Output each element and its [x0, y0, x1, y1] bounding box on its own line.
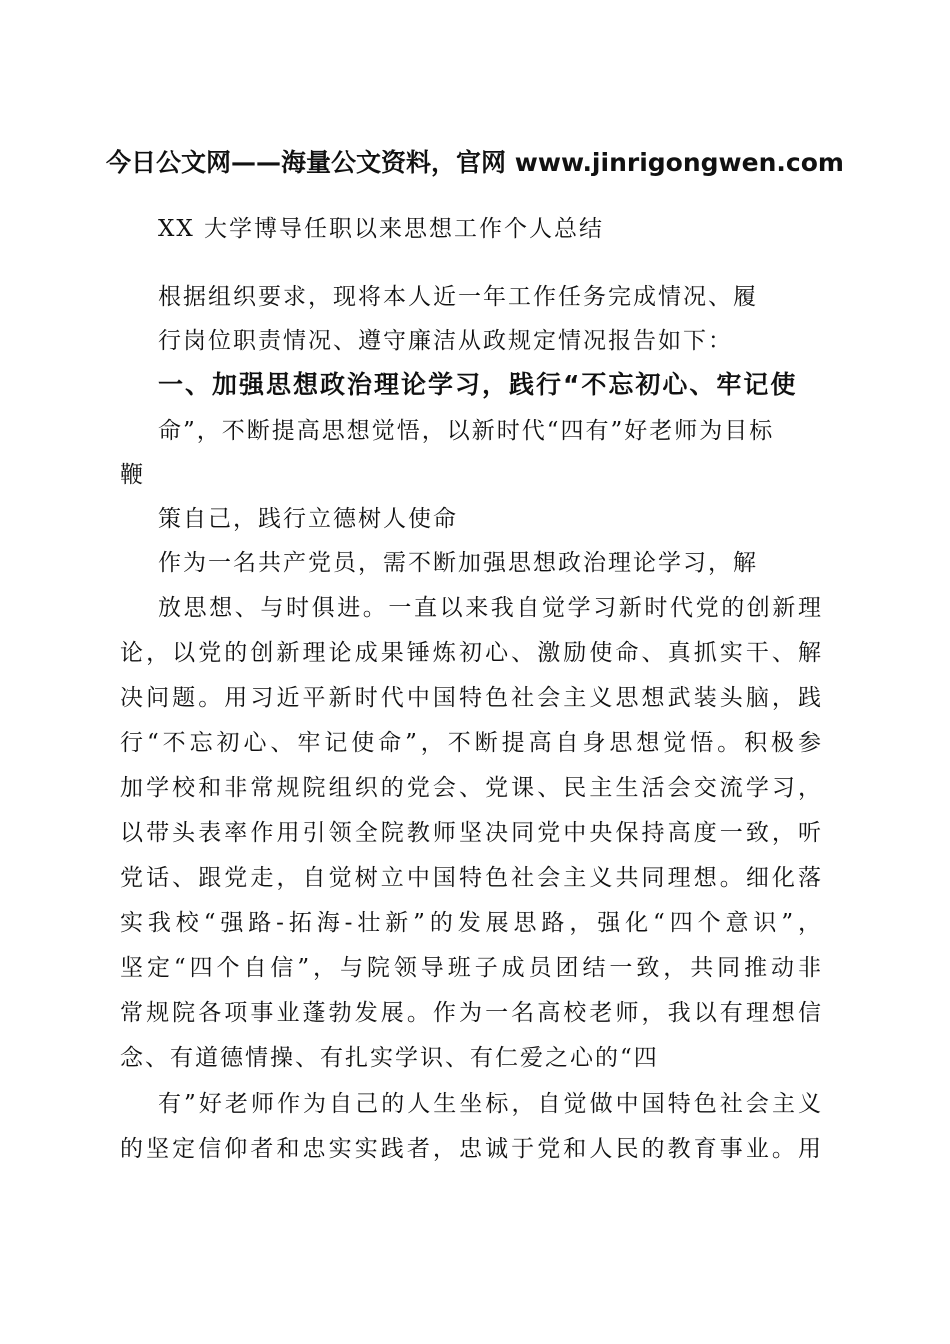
body-line-6: 加学校和非常规院组织的党会、党课、民主生活会交流学习， [120, 775, 821, 801]
site-banner: 今日公文网——海量公文资料，官网 www.jinrigongwen.com [106, 148, 844, 177]
document-title: XX 大学博导任职以来思想工作个人总结 [158, 216, 605, 242]
body-line-5: 行“不忘初心、牢记使命”，不断提高自身思想觉悟。积极参 [120, 730, 821, 756]
subheading-line-1: 命”，不断提高思想觉悟，以新时代“四有”好老师为目标 [158, 418, 775, 444]
body-line-8: 党话、跟党走，自觉树立中国特色社会主义共同理想。细化落 [120, 865, 821, 891]
body-line-9: 实我校“强路-拓海-壮新”的发展思路，强化“四个意识”， [120, 910, 821, 936]
intro-line-1: 根据组织要求，现将本人近一年工作任务完成情况、履 [158, 284, 758, 310]
body-line-12: 念、有道德情操、有扎实学识、有仁爱之心的“四 [120, 1045, 659, 1071]
body-line-3: 论，以党的创新理论成果锤炼初心、激励使命、真抓实干、解 [120, 640, 821, 666]
section-heading: 一、加强思想政治理论学习，践行“不忘初心、牢记使 [158, 370, 798, 399]
subheading-line-3: 策自己，践行立德树人使命 [158, 506, 458, 532]
body2-line-2: 的坚定信仰者和忠实实践者，忠诚于党和人民的教育事业。用 [120, 1136, 821, 1162]
body-line-2: 放思想、与时俱进。一直以来我自觉学习新时代党的创新理 [158, 595, 821, 621]
body-line-1: 作为一名共产党员，需不断加强思想政治理论学习，解 [158, 550, 758, 576]
body-line-11: 常规院各项事业蓬勃发展。作为一名高校老师，我以有理想信 [120, 1000, 821, 1026]
intro-line-2: 行岗位职责情况、遵守廉洁从政规定情况报告如下： [158, 328, 733, 354]
body-line-4: 决问题。用习近平新时代中国特色社会主义思想武装头脑，践 [120, 685, 821, 711]
body-line-7: 以带头表率作用引领全院教师坚决同党中央保持高度一致，听 [120, 820, 821, 846]
body-line-10: 坚定“四个自信”，与院领导班子成员团结一致，共同推动非 [120, 955, 821, 981]
subheading-line-2: 鞭 [120, 462, 145, 488]
body2-line-1: 有”好老师作为自己的人生坐标，自觉做中国特色社会主义 [158, 1091, 821, 1117]
